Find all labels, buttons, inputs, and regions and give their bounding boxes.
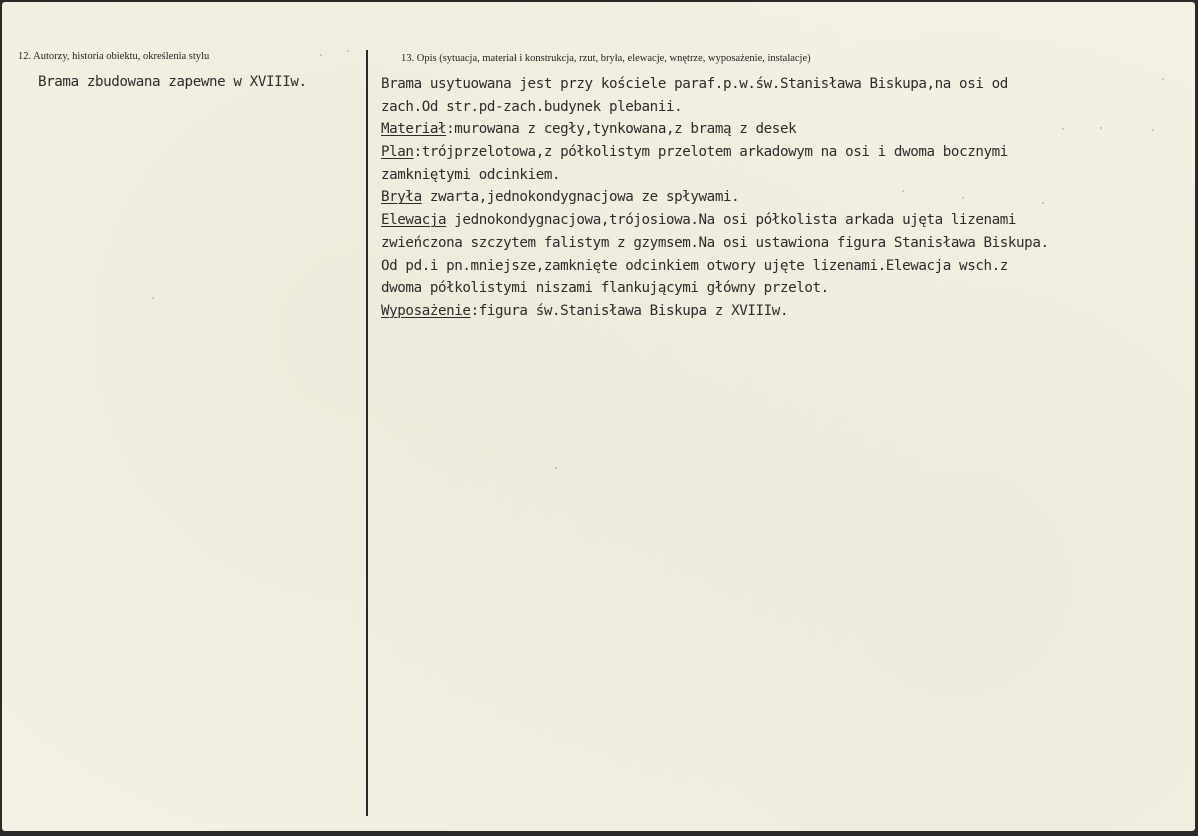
plan-text: :trójprzelotowa,z półkolistym przelotem arkadowym na osi i dwoma bocznymi — [413, 144, 1008, 161]
bryla-label: Bryła — [381, 189, 422, 206]
paper-speck — [1062, 128, 1064, 130]
material-label: Materiał — [381, 121, 447, 138]
description-line: Brama usytuowana jest przy kościele paraf.p.w.św.Stanisława Biskupa,na osi od — [381, 76, 1008, 92]
paper-speck — [1100, 127, 1102, 129]
paper-speck — [1152, 129, 1154, 131]
authors-history-text: Brama zbudowana zapewne w XVIIIw. — [38, 74, 307, 90]
paper-speck — [320, 54, 322, 56]
material-text: :murowana z cegły,tynkowana,z bramą z desek — [446, 121, 797, 138]
plan-line-continued: zamkniętymi odcinkiem. — [381, 166, 561, 183]
inventory-card — [2, 2, 1195, 831]
elewacja-line — [381, 209, 1181, 232]
wyposazenie-line — [381, 300, 1181, 323]
bryla-text: zwarta,jednokondygnacjowa ze spływami. — [421, 189, 740, 206]
elewacja-line-continued: Od pd.i pn.mniejsze,zamknięte odcinkiem otwory ujęte lizenami.Elewacja wsch.z — [381, 257, 1008, 274]
description-text — [381, 73, 1181, 323]
paper-speck — [962, 197, 964, 199]
paper-speck — [555, 467, 557, 469]
section-13-heading: 13. Opis (sytuacja, materiał i konstrukcja, rzut, bryła, elewacje, wnętrze, wyposażenie, instalacje) — [401, 53, 811, 64]
plan-line — [381, 141, 1181, 164]
paper-speck — [152, 297, 154, 299]
paper-speck — [902, 190, 904, 192]
elewacja-line-continued: dwoma półkolistymi niszami flankującymi główny przelot. — [381, 280, 829, 297]
elewacja-text: jednokondygnacjowa,trójosiowa.Na osi półkolista arkada ujęta lizenami — [446, 212, 1017, 229]
plan-label: Plan — [381, 144, 414, 161]
description-line: zach.Od str.pd-zach.budynek plebanii. — [381, 98, 683, 115]
paper-speck — [347, 50, 349, 52]
elewacja-line-continued: zwieńczona szczytem falistym z gzymsem.Na osi ustawiona figura Stanisława Biskupa. — [381, 234, 1049, 251]
elewacja-label: Elewacja — [381, 212, 447, 229]
paper-speck — [1042, 202, 1044, 204]
section-12-heading: 12. Autorzy, historia obiektu, określenia stylu — [18, 51, 210, 62]
column-divider — [366, 50, 368, 816]
bryla-line — [381, 186, 1181, 209]
wyposazenie-label: Wyposażenie — [381, 302, 471, 319]
wyposazenie-text: :figura św.Stanisława Biskupa z XVIIIw. — [470, 302, 789, 319]
material-line — [381, 118, 1181, 141]
paper-speck — [1162, 78, 1164, 80]
